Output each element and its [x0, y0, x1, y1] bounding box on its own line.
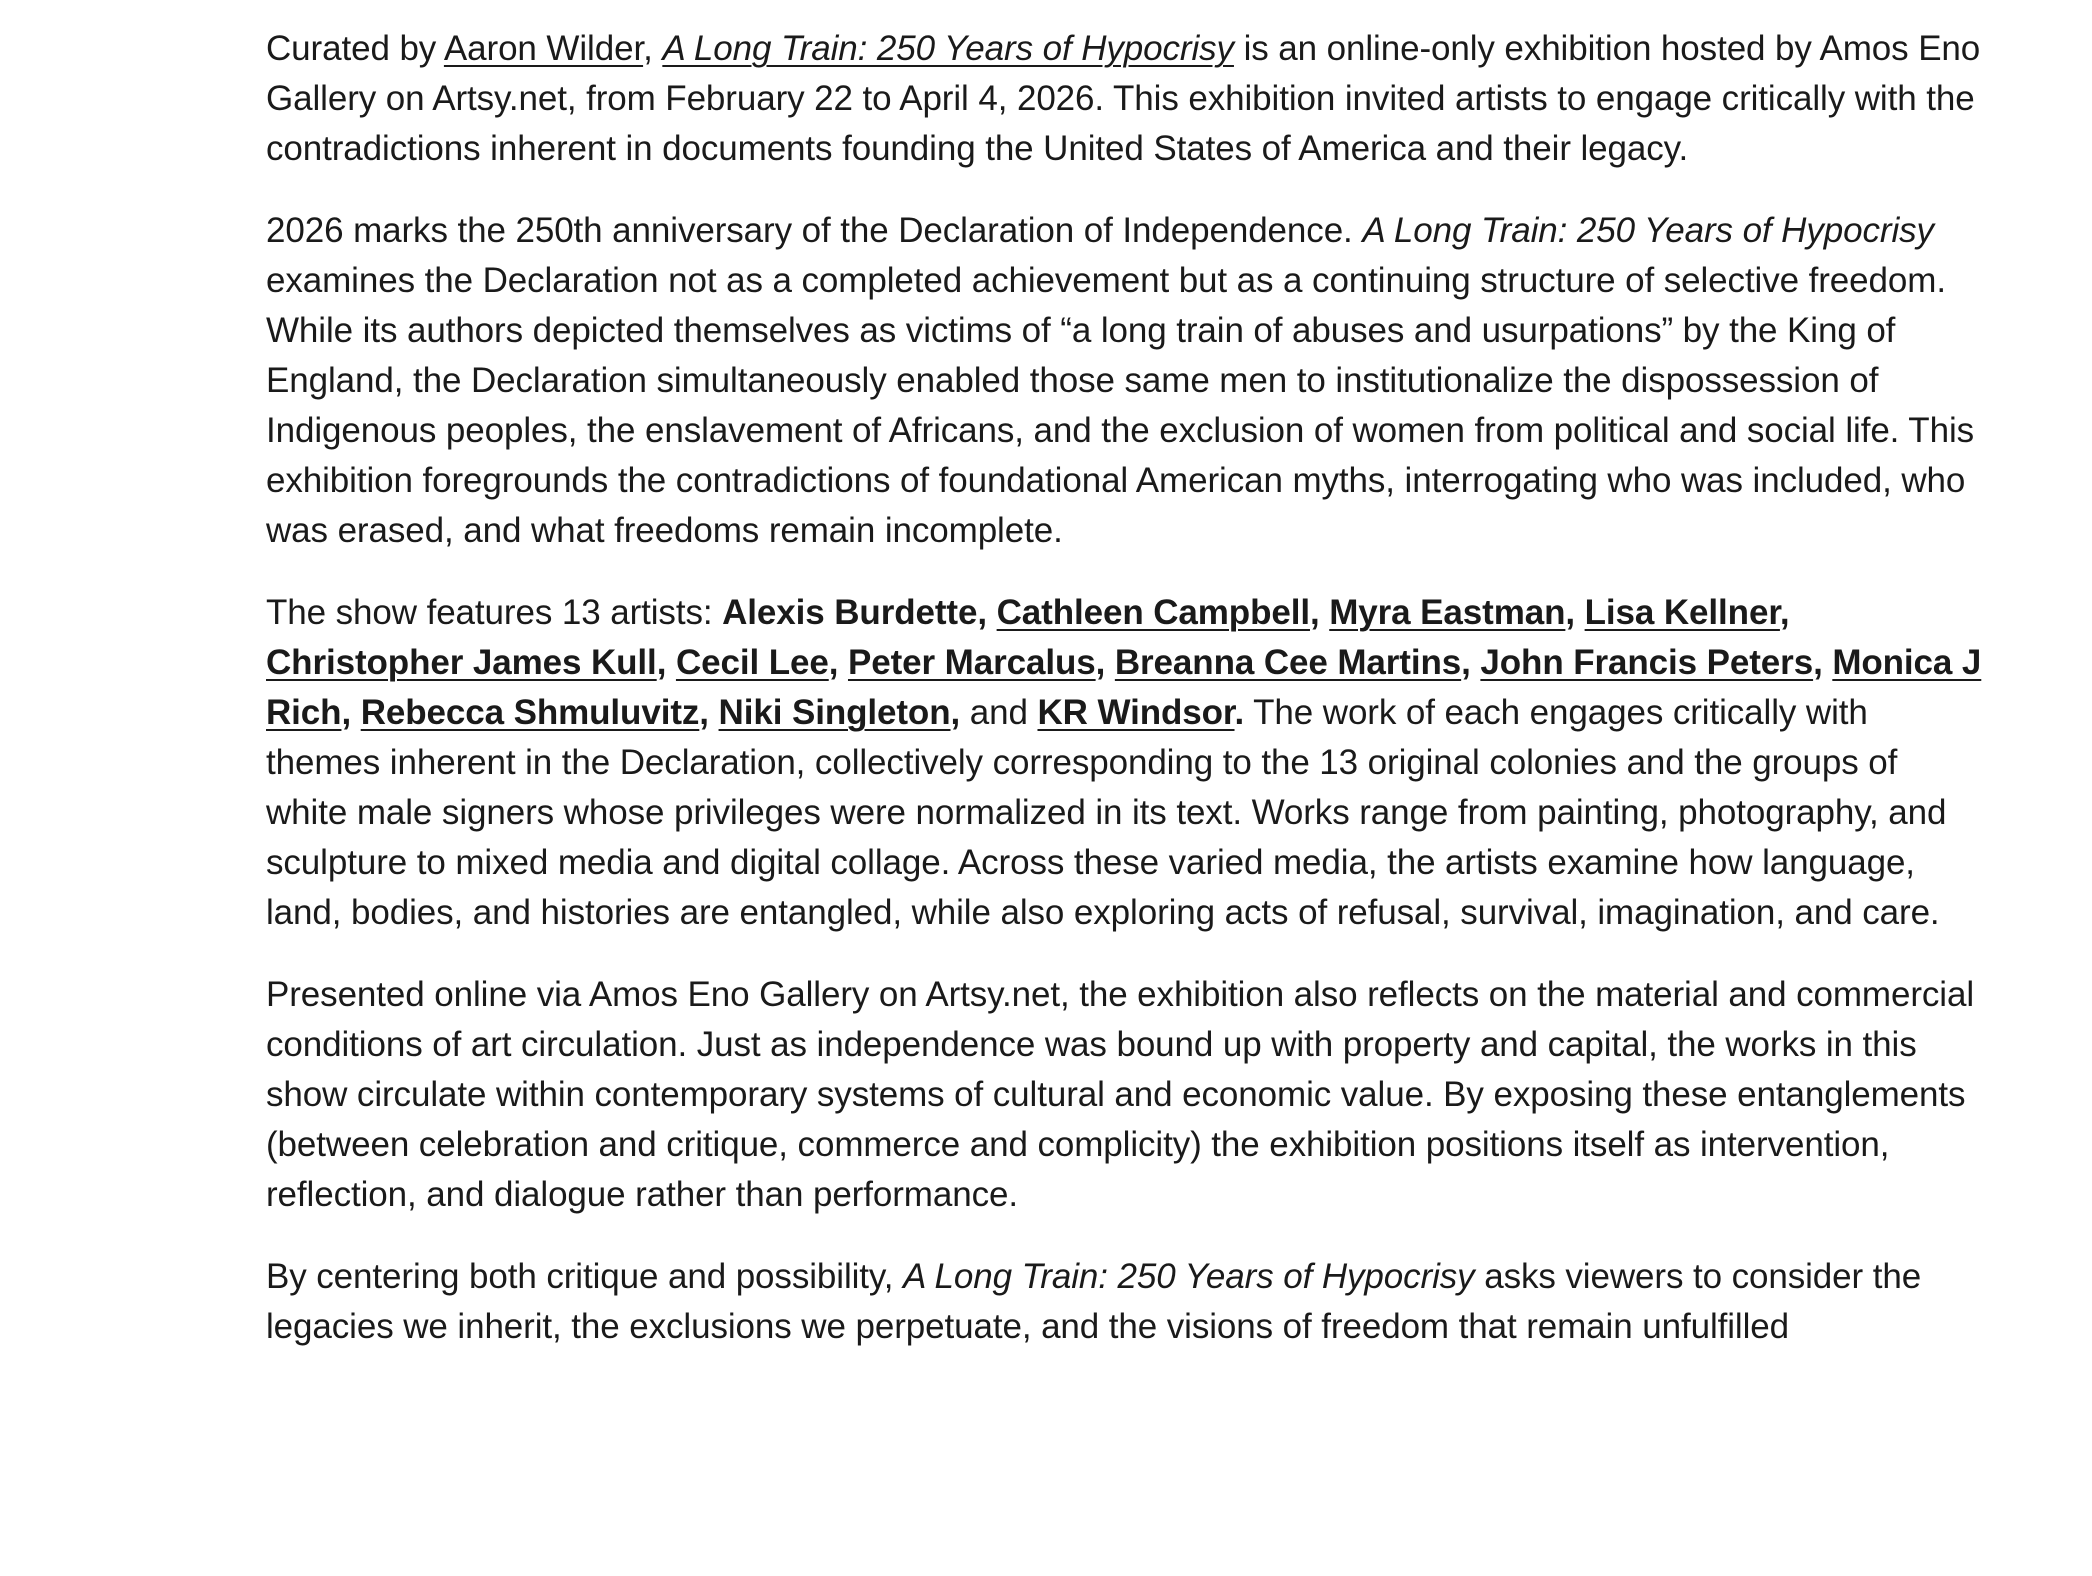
- closing-text: By centering both critique and possibility,: [266, 1257, 903, 1296]
- artist-link[interactable]: Rebecca Shmuluvitz: [360, 693, 700, 732]
- exhibition-title: A Long Train: 250 Years of Hypocrisy: [1362, 211, 1934, 250]
- intro-text: is an online-only exhibition hosted by Amos Eno Gallery on Artsy.net, from February 22 to April 4, 2026. This exhibition invited artists to engage critically with the contradictions inherent in documents founding the United States of America and their legacy.: [266, 29, 1981, 168]
- separator: ,: [828, 643, 848, 682]
- artist-link[interactable]: Peter Marcalus: [847, 643, 1096, 682]
- comma-text: ,: [643, 29, 663, 68]
- separator: ,: [1565, 593, 1585, 632]
- artists-body-text: The work of each engages critically with themes inherent in the Declaration, collectively corresponding to the 13 original colonies and the groups of white male signers whose privileges were normalized in its text. Works range from painting, photography, and sculpture to mixed media and digital collage. Across these varied media, the artists examine how language, land, bodies, and histories are entangled, while also exploring acts of refusal, survival, imagination, and care.: [266, 693, 1947, 932]
- and-text: and: [960, 693, 1038, 732]
- separator: ,: [1461, 643, 1481, 682]
- separator: ,: [1095, 643, 1115, 682]
- artist-link[interactable]: Myra Eastman: [1329, 593, 1566, 632]
- exhibition-title-link[interactable]: [662, 29, 1234, 68]
- anniversary-paragraph: [266, 206, 1986, 556]
- exhibition-title: A Long Train: 250 Years of Hypocrisy: [902, 1257, 1475, 1296]
- period: .: [1234, 693, 1245, 732]
- curated-by-text: Curated by: [266, 29, 444, 68]
- separator: ,: [1309, 593, 1330, 632]
- exhibition-title: A Long Train: 250 Years of Hypocrisy: [662, 29, 1234, 68]
- anniversary-text: 2026 marks the 250th anniversary of the Declaration of Independence.: [266, 211, 1363, 250]
- anniversary-body-text: examines the Declaration not as a completed achievement but as a continuing structure of selective freedom. While its authors depicted themselves as victims of “a long train of abuses and usurpations” by the King of England, the Declaration simultaneously enabled those same men to institutionalize the dispossession of Indigenous peoples, the enslavement of Africans, and the exclusion of women from political and social life. This exhibition foregrounds the contradictions of foundational American myths, interrogating who was included, who was erased, and what freedoms remain incomplete.: [266, 261, 1975, 550]
- separator: ,: [699, 693, 719, 732]
- article-body: [266, 24, 1986, 1384]
- artist-link[interactable]: Cathleen Campbell: [996, 593, 1310, 632]
- artists-intro-text: The show features 13 artists:: [266, 593, 723, 632]
- artist-link[interactable]: Lisa Kellner: [1584, 593, 1780, 632]
- separator: ,: [950, 693, 961, 732]
- separator: ,: [1813, 643, 1833, 682]
- curator-link[interactable]: Aaron Wilder: [443, 29, 644, 68]
- artists-paragraph: [266, 588, 1986, 938]
- closing-paragraph: [266, 1252, 1986, 1352]
- separator: ,: [341, 693, 361, 732]
- artist-link[interactable]: Christopher James Kull: [266, 643, 657, 682]
- artist-name: Alexis Burdette,: [722, 593, 997, 632]
- artist-link[interactable]: Monica J Rich: [266, 643, 1982, 732]
- intro-paragraph: [266, 24, 1986, 174]
- closing-body-text: asks viewers to consider the legacies we inherit, the exclusions we perpetuate, and the visions of freedom that remain unfulfilled: [266, 1257, 1922, 1346]
- artist-link[interactable]: Cecil Lee: [675, 643, 829, 682]
- separator: ,: [656, 643, 676, 682]
- artist-link[interactable]: Breanna Cee Martins: [1114, 643, 1462, 682]
- artist-link[interactable]: Niki Singleton: [718, 693, 951, 732]
- presentation-paragraph: Presented online via Amos Eno Gallery on Artsy.net, the exhibition also reflects on the material and commercial conditions of art circulation. Just as independence was bound up with property and capital, the works in this show circulate within contemporary systems of cultural and economic value. By exposing these entanglements (between celebration and critique, commerce and complicity) the exhibition positions itself as intervention, reflection, and dialogue rather than performance.: [266, 975, 1975, 1214]
- separator: ,: [1779, 593, 1790, 632]
- artist-link[interactable]: John Francis Peters: [1480, 643, 1814, 682]
- artist-link[interactable]: KR Windsor: [1037, 693, 1235, 732]
